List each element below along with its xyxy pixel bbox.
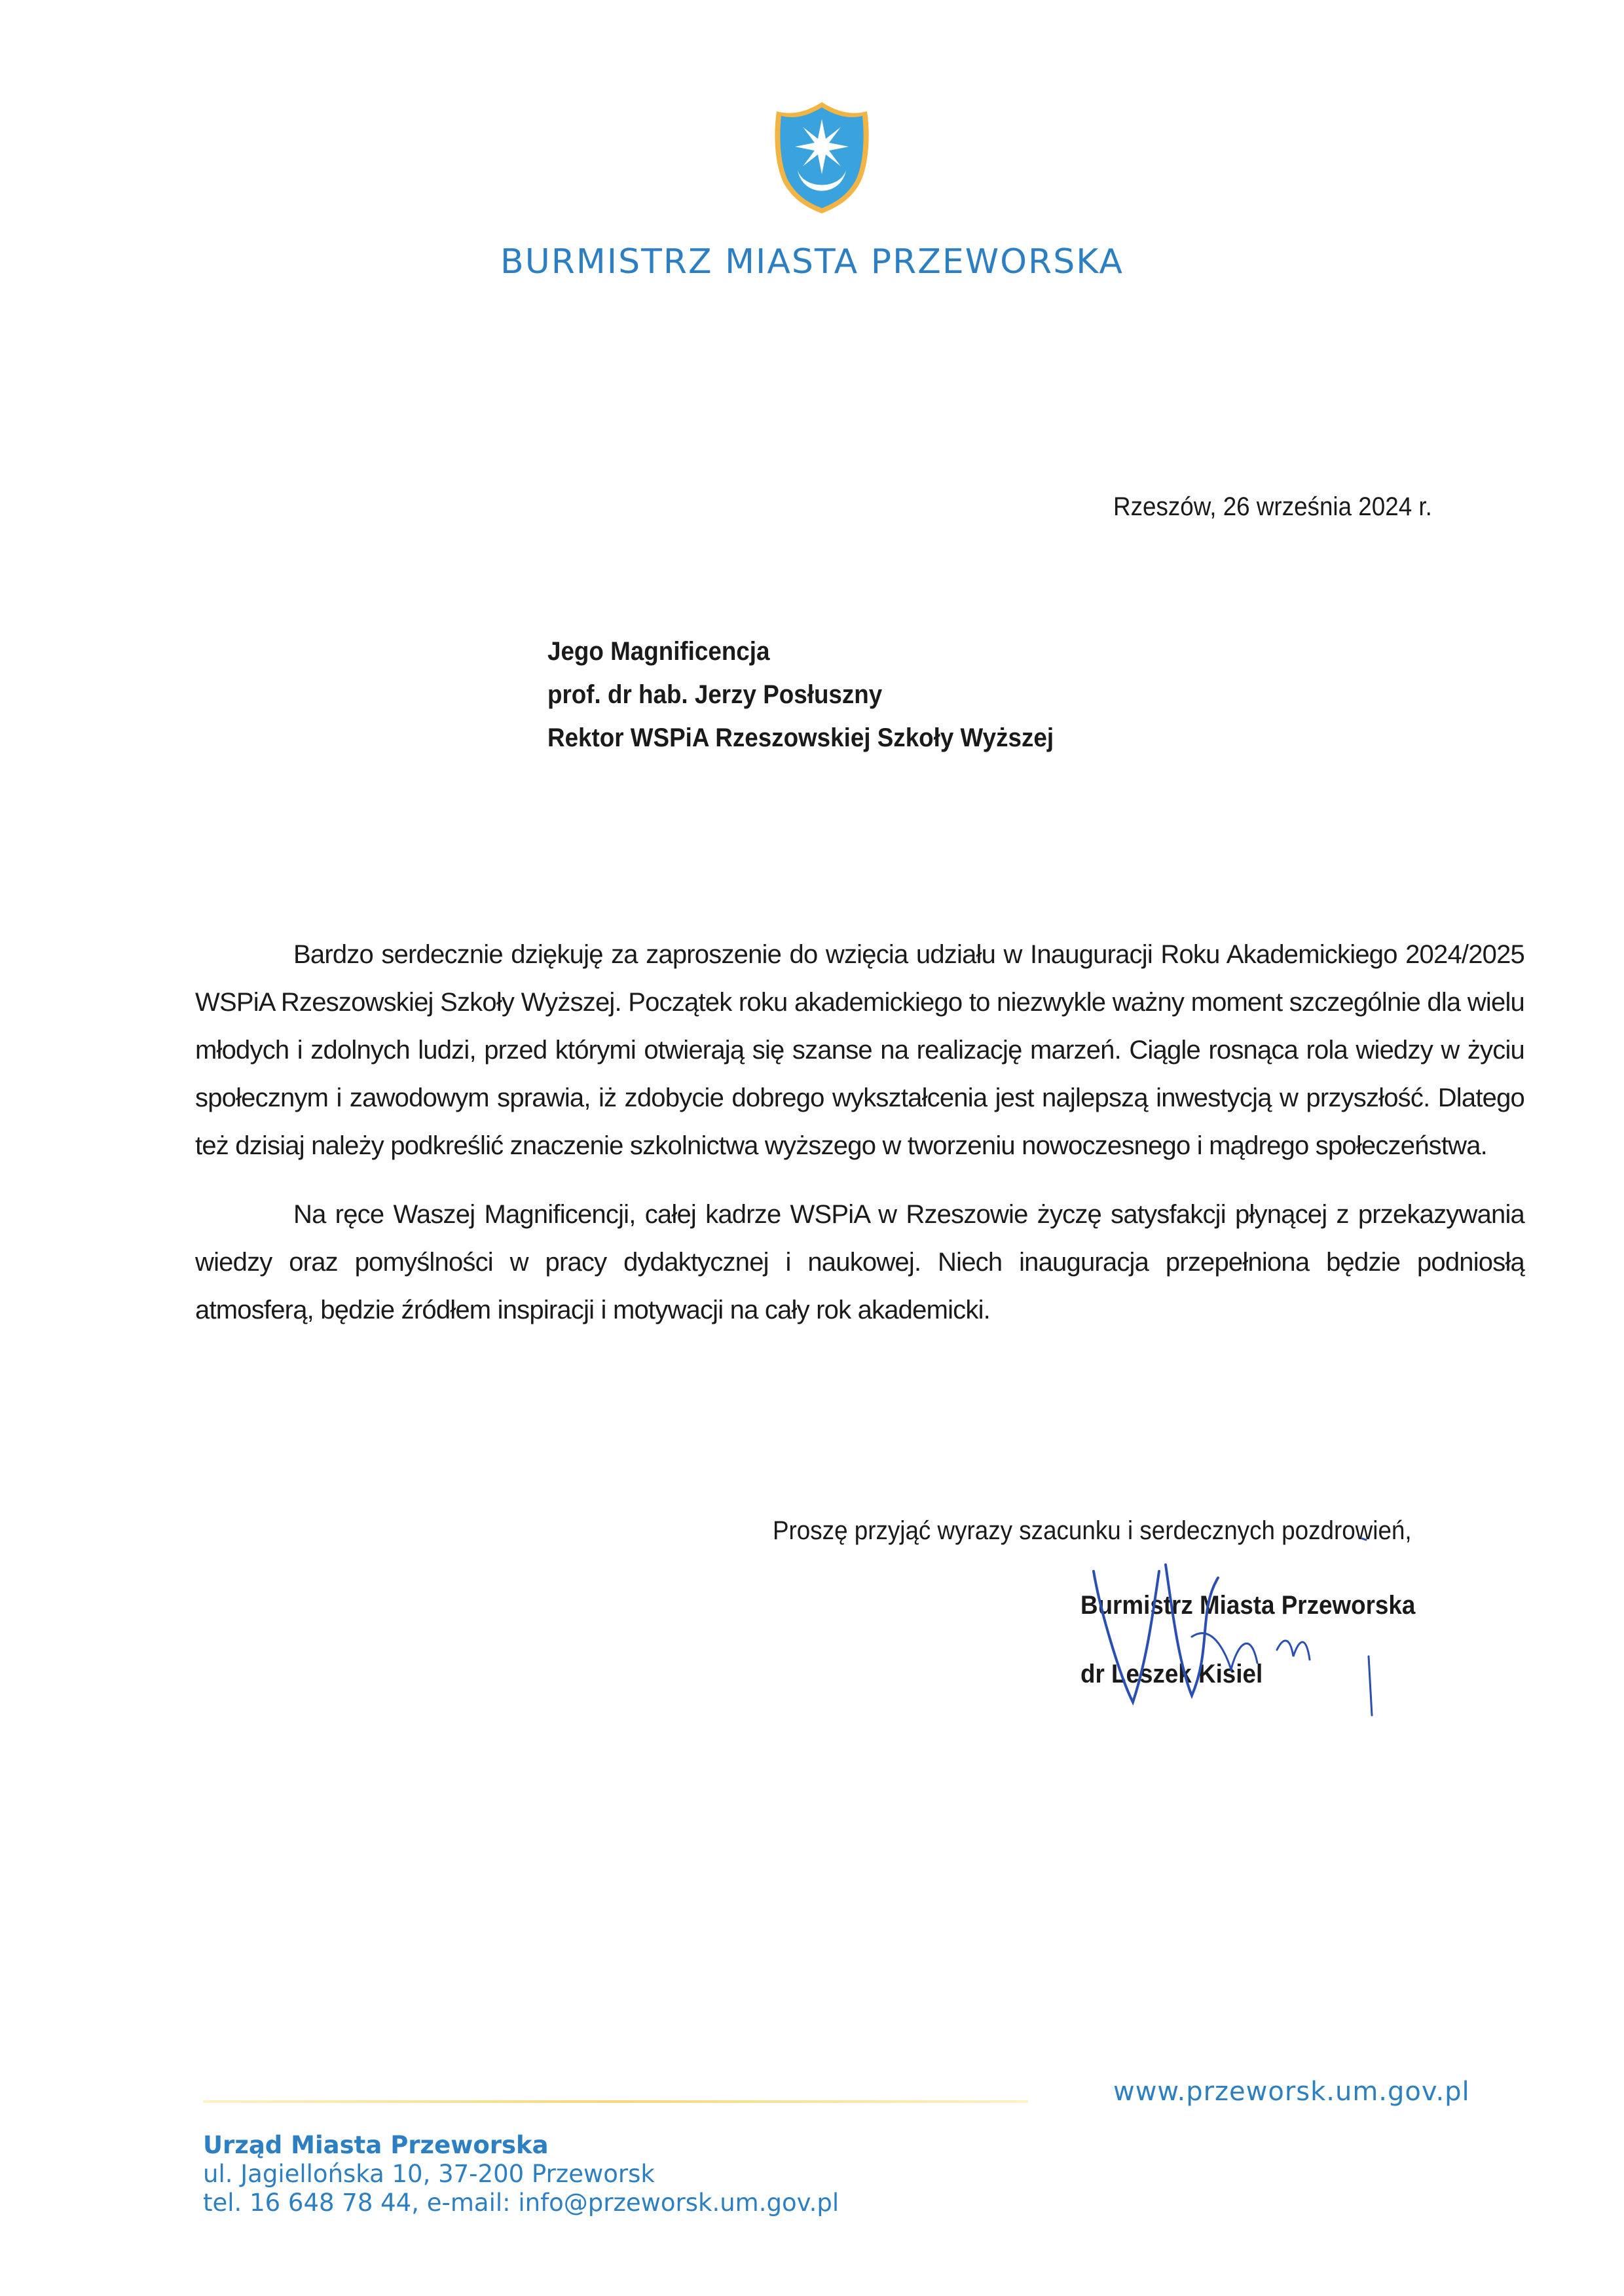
- star-crescent-crest-icon: [773, 98, 871, 216]
- header-title: BURMISTRZ MIASTA PRZEWORSKA: [500, 242, 1124, 282]
- recipient-line-2: prof. dr hab. Jerzy Posłuszny: [547, 680, 883, 709]
- closing-line: Proszę przyjąć wyrazy szacunku i serdecznych pozdrowień,: [773, 1516, 1412, 1545]
- signatory-title: Burmistrz Miasta Przeworska: [1080, 1591, 1416, 1620]
- footer-website[interactable]: www.przeworsk.um.gov.pl: [1113, 2077, 1470, 2107]
- recipient-line-3: Rektor WSPiA Rzeszowskiej Szkoły Wyższej: [547, 723, 1054, 752]
- footer-org-name: Urząd Miasta Przeworska: [203, 2131, 549, 2159]
- footer-address-block: [203, 2131, 839, 2217]
- recipient-line-1: Jego Magnificencja: [547, 637, 770, 666]
- footer-contact[interactable]: tel. 16 648 78 44, e-mail: info@przeworsk.um.gov.pl: [203, 2189, 840, 2217]
- recipient-block: [547, 630, 1054, 759]
- signatory-name: dr Leszek Kisiel: [1080, 1660, 1263, 1688]
- footer-street-address: ul. Jagiellońska 10, 37-200 Przeworsk: [203, 2160, 655, 2188]
- footer-divider: [203, 2100, 1028, 2103]
- body-paragraph-1: Bardzo serdecznie dziękuję za zaproszenie do wzięcia udziału w Inauguracji Roku Akademickiego 2024/2025 WSPiA Rzeszowskiej Szkoły Wyższej. Początek roku akademickiego to niezwykle ważny moment szczególnie dla wielu młodych i zdolnych ludzi, przed którymi otwierają się szanse na realizację marzeń. Ciągle rosnąca rola wiedzy w życiu społecznym i zawodowym sprawia, iż zdobycie dobrego wykształcenia jest najlepszą inwestycją w przyszłość. Dlatego też dzisiaj należy podkreślić znaczenie szkolnictwa wyższego w tworzeniu nowoczesnego i mądrego społeczeństwa.: [195, 940, 1524, 1160]
- body-paragraph-2: Na ręce Waszej Magnificencji, całej kadrze WSPiA w Rzeszowie życzę satysfakcji płynącej z przekazywania wiedzy oraz pomyślności w pracy dydaktycznej i naukowej. Niech inauguracja przepełniona będzie podniosłą atmosferą, będzie źródłem inspiracji i motywacji na cały rok akademicki.: [195, 1200, 1524, 1324]
- letter-body: [195, 931, 1524, 1355]
- letter-date: Rzeszów, 26 września 2024 r.: [1113, 492, 1432, 521]
- handwritten-signature: [1080, 1532, 1408, 1741]
